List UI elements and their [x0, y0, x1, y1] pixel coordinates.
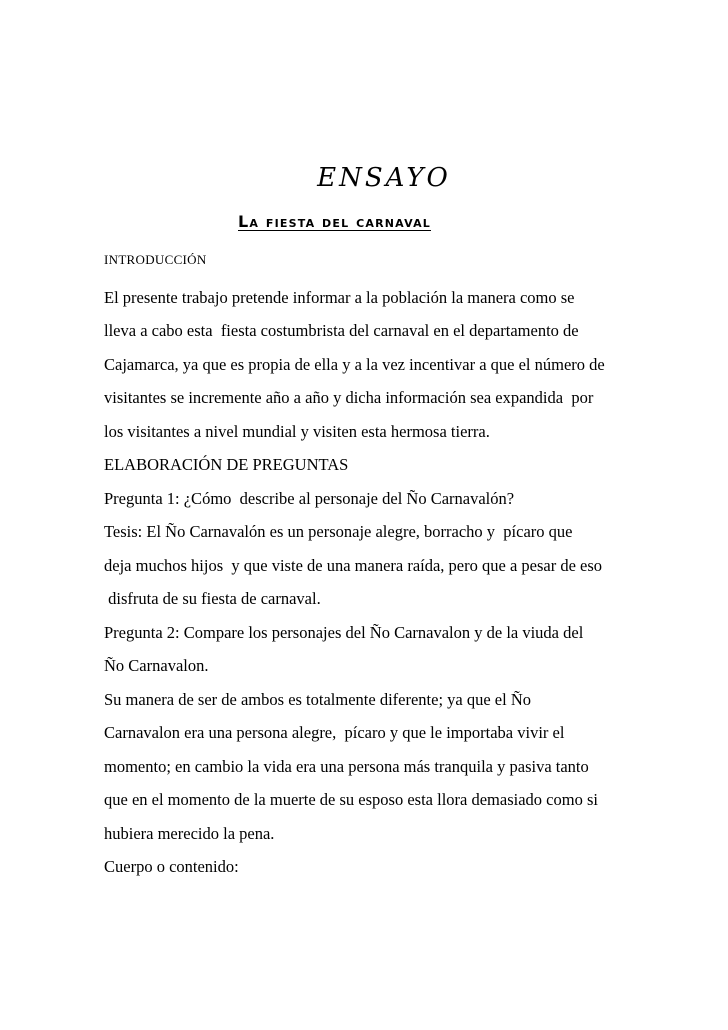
paragraph-line: lleva a cabo esta fiesta costumbrista del carnaval en el departamento de — [104, 321, 579, 340]
question-line: Pregunta 1: ¿Cómo describe al personaje del Ño Carnavalón? — [104, 489, 515, 508]
paragraph-line: visitantes se incremente año a año y dicha información sea expandida por — [104, 388, 594, 407]
paragraph-line: los visitantes a nivel mundial y visiten esta hermosa tierra. — [104, 422, 490, 441]
question-line: Pregunta 2: Compare los personajes del Ño Carnavalon y de la viuda del — [104, 623, 584, 642]
section-heading-preguntas: ELABORACIÓN DE PREGUNTAS — [104, 455, 349, 474]
paragraph-line: El presente trabajo pretende informar a la población la manera como se — [104, 288, 575, 307]
paragraph-line: Ño Carnavalon. — [104, 656, 209, 675]
paragraph-line: Cajamarca, ya que es propia de ella y a la vez incentivar a que el número de — [104, 355, 605, 374]
document-subtitle: La fiesta del carnaval — [238, 212, 431, 231]
paragraph-line: hubiera merecido la pena. — [104, 824, 275, 843]
paragraph-line: deja muchos hijos y que viste de una manera raída, pero que a pesar de eso — [104, 556, 603, 575]
paragraph-line: momento; en cambio la vida era una persona más tranquila y pasiva tanto — [104, 757, 589, 776]
paragraph-line: que en el momento de la muerte de su esposo esta llora demasiado como si — [104, 790, 598, 809]
section-heading-introduccion: INTRODUCCIÓN — [104, 252, 207, 267]
paragraph-line: Su manera de ser de ambos es totalmente diferente; ya que el Ño — [104, 690, 532, 709]
section-heading-cuerpo: Cuerpo o contenido: — [104, 857, 239, 876]
paragraph-line: disfruta de su fiesta de carnaval. — [104, 589, 321, 608]
document-title: ENSAYO — [317, 163, 451, 193]
paragraph-line: Tesis: El Ño Carnavalón es un personaje alegre, borracho y pícaro que — [104, 522, 573, 541]
paragraph-line: Carnavalon era una persona alegre, pícaro y que le importaba vivir el — [104, 723, 565, 742]
